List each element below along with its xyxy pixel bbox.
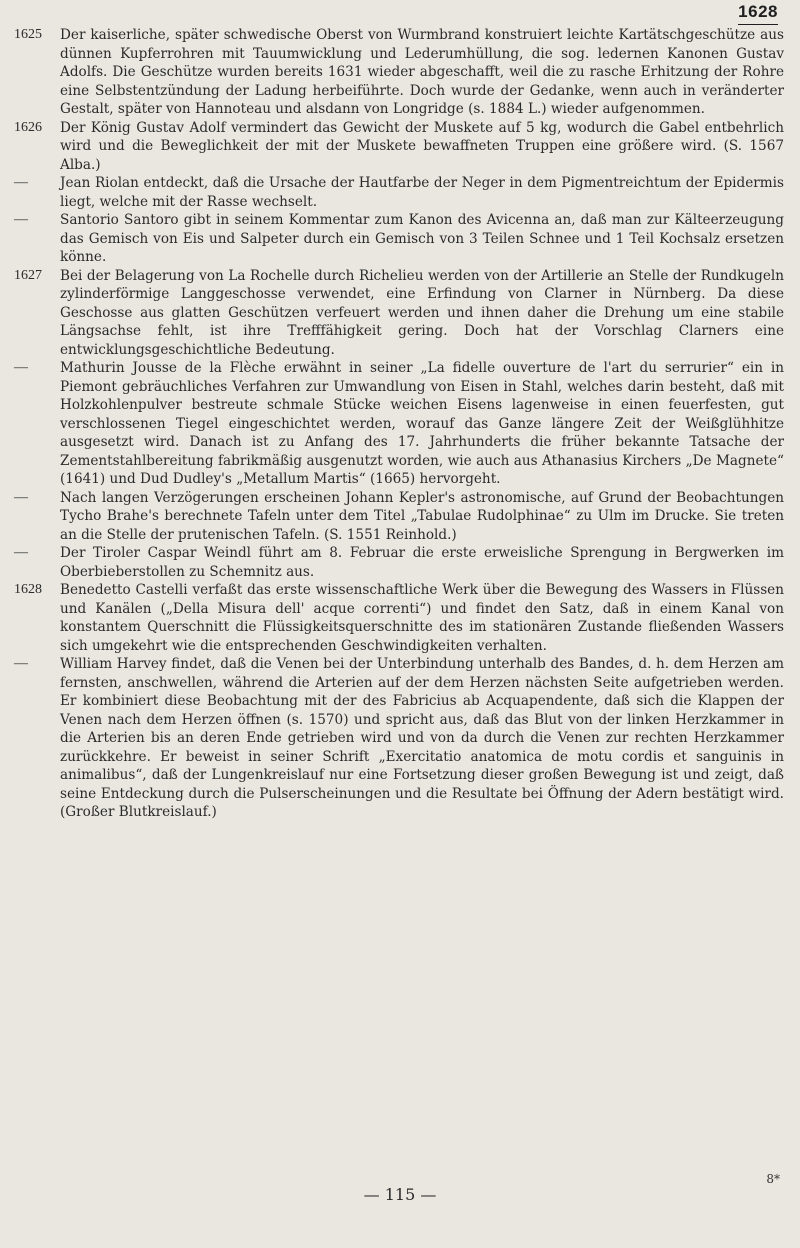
entry-text: Benedetto Castelli verfaßt das erste wissenschaftliche Werk über die Bewegung des Wassers in Flüssen und Kanälen („Della Misura dell' acque correnti“) und findet den Satz, daß in einem Kanal von konstantem Querschnitt die Flüssigkeitsquerschnitte des im stationären Zustande fließenden Wassers sich umgekehrt wie die entsprechenden Geschwindigkeiten verhalten.	[60, 582, 784, 654]
entry	[14, 267, 784, 360]
entry	[14, 489, 784, 545]
signature-mark: 8*	[766, 1172, 780, 1186]
entry-text: Nach langen Verzögerungen erscheinen Johann Kepler's astronomische, auf Grund der Beobachtungen Tycho Brahe's berechnete Tafeln unter dem Titel „Tabulae Rudolphinae“ zu Ulm im Drucke. Sie treten an die Stelle der prutenischen Tafeln. (S. 1551 Reinhold.)	[60, 489, 784, 543]
entry	[14, 119, 784, 175]
chronology-entries	[14, 26, 784, 822]
page-number: — 115 —	[363, 1185, 437, 1204]
entry-text: Der König Gustav Adolf vermindert das Gewicht der Muskete auf 5 kg, wodurch die Gabel entbehrlich wird und die Beweglichkeit der mit der Muskete bewaffneten Truppen eine größere wird. (S. 1567 Alba.)	[60, 119, 784, 173]
entry-year: —	[14, 175, 28, 190]
entry-year: —	[14, 489, 28, 505]
entry-year: —	[14, 656, 28, 671]
entry-text: Santorio Santoro gibt in seinem Kommentar zum Kanon des Avicenna an, daß man zur Kälteerzeugung das Gemisch von Eis und Salpeter durch ein Gemisch von 3 Teilen Schnee und 1 Teil Kochsalz ersetzen könne.	[60, 212, 784, 265]
entry	[14, 26, 784, 119]
running-head-year: 1628	[738, 2, 778, 25]
entry-year: 1626	[14, 119, 42, 135]
entry-year: 1625	[14, 27, 42, 42]
entry-text: Der Tiroler Caspar Weindl führt am 8. Februar die erste erweisliche Sprengung in Bergwerken im Oberbieberstollen zu Schemnitz aus.	[60, 545, 784, 580]
entry	[14, 174, 784, 211]
entry-year: —	[14, 545, 28, 560]
entry	[14, 581, 784, 655]
entry-text: Der kaiserliche, später schwedische Oberst von Wurmbrand konstruiert leichte Kartätschgeschütze aus dünnen Kupferrohren mit Tauumwicklung und Lederumhüllung, die sog. ledernen Kanonen Gustav Adolfs. Die Geschütze wurden bereits 1631 wieder abgeschafft, weil die zu rasche Erhitzung der Rohre eine Selbstentzündung der Ladung herbeiführte. Doch wurde der Gedanke, wenn auch in veränderter Gestalt, später von Hannoteau und alsdann von Longridge (s. 1884 L.) wieder aufgenommen.	[60, 27, 784, 117]
entry-text: William Harvey findet, daß die Venen bei der Unterbindung unterhalb des Bandes, d. h. dem Herzen am fernsten, anschwellen, während die Arterien auf der dem Herzen nächsten Seite aufgetrieben werden. Er kombiniert diese Beobachtung mit der des Fabricius ab Acquapendente, daß sich die Klappen der Venen nach dem Herzen öffnen (s. 1570) und spricht aus, daß das Blut von der linken Herzkammer in die Arterien bis an deren Ende getrieben wird und von da durch die Venen zur rechten Herzkammer zurückkehre. Er beweist in seiner Schrift „Exercitatio anatomica de motu cordis et sanguinis in animalibus“, daß der Lungenkreislauf nur eine Fortsetzung dieser großen Bewegung ist und zeigt, daß seine Entdeckung durch die Pulserscheinungen und die Resultate bei Öffnung der Adern bestätigt wird. (Großer Blutkreislauf.)	[60, 656, 784, 820]
entry	[14, 655, 784, 822]
entry	[14, 211, 784, 267]
entry-text: Bei der Belagerung von La Rochelle durch Richelieu werden von der Artillerie an Stelle der Rundkugeln zylinderförmige Langgeschosse verwendet, eine Erfindung von Clarner in Nürnberg. Da diese Geschosse aus glatten Geschützen verfeuert werden und ihnen daher die Drehung um eine stabile Längsachse fehlt, ist ihre Trefffähigkeit gering. Doch hat der Vorschlag Clarners eine entwicklungsgeschichtliche Bedeutung.	[60, 267, 784, 358]
entry-year: —	[14, 212, 28, 227]
entry-text: Mathurin Jousse de la Flèche erwähnt in seiner „La fidelle ouverture de l'art du serrurier“ ein in Piemont gebräuchliches Verfahren zur Umwandlung von Eisen in Stahl, welches darin besteht, daß mit Holzkohlenpulver bestreute schmale Stücke weichen Eisens lagenweise in einen feuerfesten, gut verschlossenen Tiegel eingeschichtet werden, worauf das Ganze längere Zeit der Weißglühhitze ausgesetzt wird. Danach ist zu Anfang des 17. Jahrhunderts die früher bekannte Tatsache der Zementstahlbereitung fabrikmäßig ausgenutzt worden, wie auch aus Athanasius Kirchers „De Magnete“ (1641) und Dud Dudley's „Metallum Martis“ (1665) hervorgeht.	[60, 360, 784, 487]
entry	[14, 359, 784, 489]
entry	[14, 544, 784, 581]
entry-text: Jean Riolan entdeckt, daß die Ursache der Hautfarbe der Neger in dem Pigmentreichtum der Epidermis liegt, welche mit der Rasse wechselt.	[60, 175, 784, 210]
entry-year: 1627	[14, 267, 42, 283]
entry-year: 1628	[14, 582, 42, 597]
entry-year: —	[14, 360, 28, 375]
